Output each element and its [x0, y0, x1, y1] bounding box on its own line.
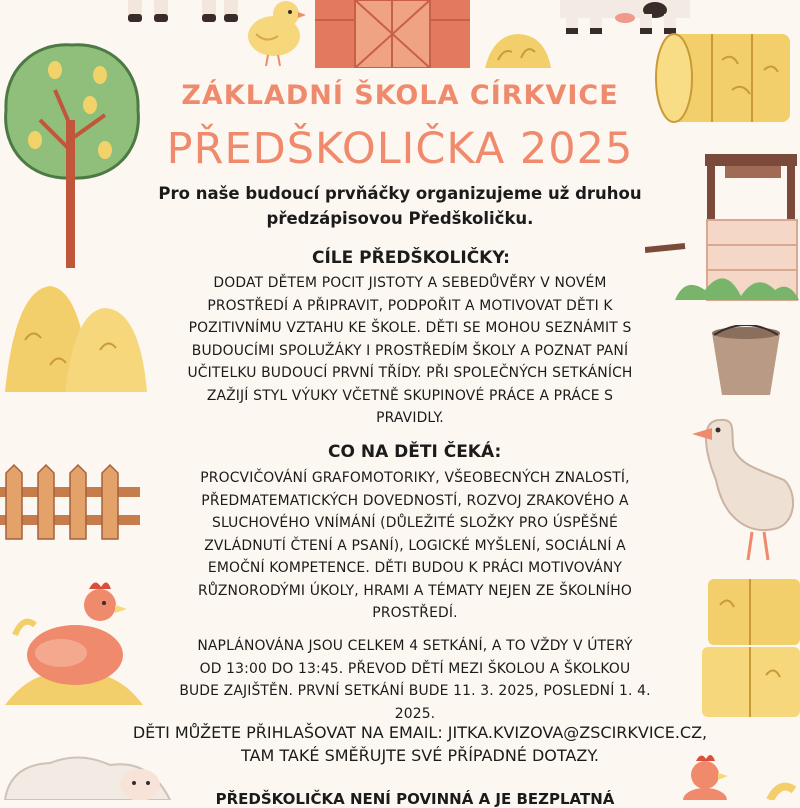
- contact-line: DĚTI MŮŽETE PŘIHLAŠOVAT NA EMAIL: JITKA.KVIZOVA@ZSCIRKVICE.CZ,: [132, 723, 708, 742]
- goals-paragraph: [150, 272, 670, 430]
- expect-line: PROCVIČOVÁNÍ GRAFOMOTORIKY, VŠEOBECNÝCH ZNALOSTÍ,: [200, 470, 630, 486]
- expect-line: EMOČNÍ KOMPETENCE. DĚTI BUDOU K PRÁCI MOTIVOVÁNY: [207, 560, 623, 576]
- expect-line: PŘEDMATEMATICKÝCH DOVEDNOSTÍ, ROZVOJ ZRAKOVÉHO A: [201, 492, 629, 509]
- footer-note: PŘEDŠKOLIČKA NENÍ POVINNÁ A JE BEZPLATNÁ: [215, 790, 615, 808]
- goose-illustration: [690, 410, 800, 570]
- goals-line: ZAŽIJÍ STYL VÝUKY VČETNĚ SKUPINOVÉ PRÁCE A PRÁCE S: [206, 387, 614, 404]
- goals-heading: CÍLE PŘEDŠKOLIČKY:: [312, 248, 510, 268]
- goals-line: DODAT DĚTEM POCIT JISTOTY A SEBEDŮVĚRY V NOVÉM: [213, 275, 607, 291]
- goals-line: UČITELKU BUDOUCÍ PRVNÍ TŘÍDY. PŘI SPOLEČNÝCH SETKÁNÍCH: [187, 365, 633, 381]
- expect-line: ZVLÁDNUTÍ ČTENÍ A PSANÍ), LOGICKÉ MYŠLENÍ, SOCIÁLNÍ A: [204, 537, 626, 554]
- hay-bales-stack-illustration: [700, 575, 800, 720]
- goals-line: PROSTŘEDÍ A PŘIPRAVIT, PODPOŘIT A MOTIVOVAT DĚTI K: [207, 297, 613, 314]
- page-title: PŘEDŠKOLIČKA 2025: [166, 124, 634, 174]
- hay-bale-illustration: [652, 30, 792, 126]
- expect-line: RŮZNORODÝMI ÚKOLY, HRAMI A TÉMATY NEJEN ZE ŠKOLNÍHO: [198, 582, 632, 599]
- hen-illustration: [5, 575, 145, 710]
- expect-line: SLUCHOVÉHO VNÍMÁNÍ (DŮLEŽITÉ SLOŽKY PRO ÚSPĚŠNÉ: [212, 515, 618, 531]
- chick-illustration: [238, 0, 310, 68]
- expect-heading: CO NA DĚTI ČEKÁ:: [328, 442, 502, 462]
- intro-line: Pro naše budoucí prvňáčky organizujeme už druhou: [158, 184, 642, 203]
- contact-paragraph: [90, 721, 750, 767]
- bucket-illustration: [708, 325, 784, 397]
- school-name: ZÁKLADNÍ ŠKOLA CÍRKVICE: [181, 80, 619, 111]
- intro-line: předzápisovou Předškoličku.: [266, 209, 534, 228]
- sessions-line: BUDE ZAJIŠTĚN. PRVNÍ SETKÁNÍ BUDE 11. 3. 2025, POSLEDNÍ 1. 4.: [179, 683, 651, 699]
- sessions-paragraph: [150, 635, 680, 725]
- intro-text: [0, 181, 800, 231]
- goals-line: POZITIVNÍMU VZTAHU KE ŠKOLE. DĚTI SE MOHOU SEZNÁMIT S: [188, 320, 632, 336]
- contact-line: TAM TAKÉ SMĚŘUJTE SVÉ PŘÍPADNÉ DOTAZY.: [241, 746, 599, 765]
- expect-line: PROSTŘEDÍ.: [372, 605, 458, 621]
- expect-paragraph: [150, 467, 680, 625]
- sheep-legs-illustration: [120, 0, 250, 26]
- goals-line: BUDOUCÍMI SPOLUŽÁKY I PROSTŘEDÍM ŠKOLY A POZNAT PANÍ: [191, 342, 629, 359]
- fence-illustration: [0, 463, 140, 543]
- sessions-line: OD 13:00 DO 13:45. PŘEVOD DĚTÍ MEZI ŠKOLOU A ŠKOLKOU: [199, 660, 631, 677]
- barn-illustration: [315, 0, 470, 68]
- hay-pile-small-illustration: [483, 30, 553, 70]
- sessions-line: 2025.: [394, 705, 436, 722]
- goals-line: PRAVIDLY.: [376, 410, 444, 426]
- sessions-line: NAPLÁNOVÁNA JSOU CELKEM 4 SETKÁNÍ, A TO VŽDY V ÚTERÝ: [197, 638, 633, 654]
- hay-stacks-illustration: [5, 280, 150, 395]
